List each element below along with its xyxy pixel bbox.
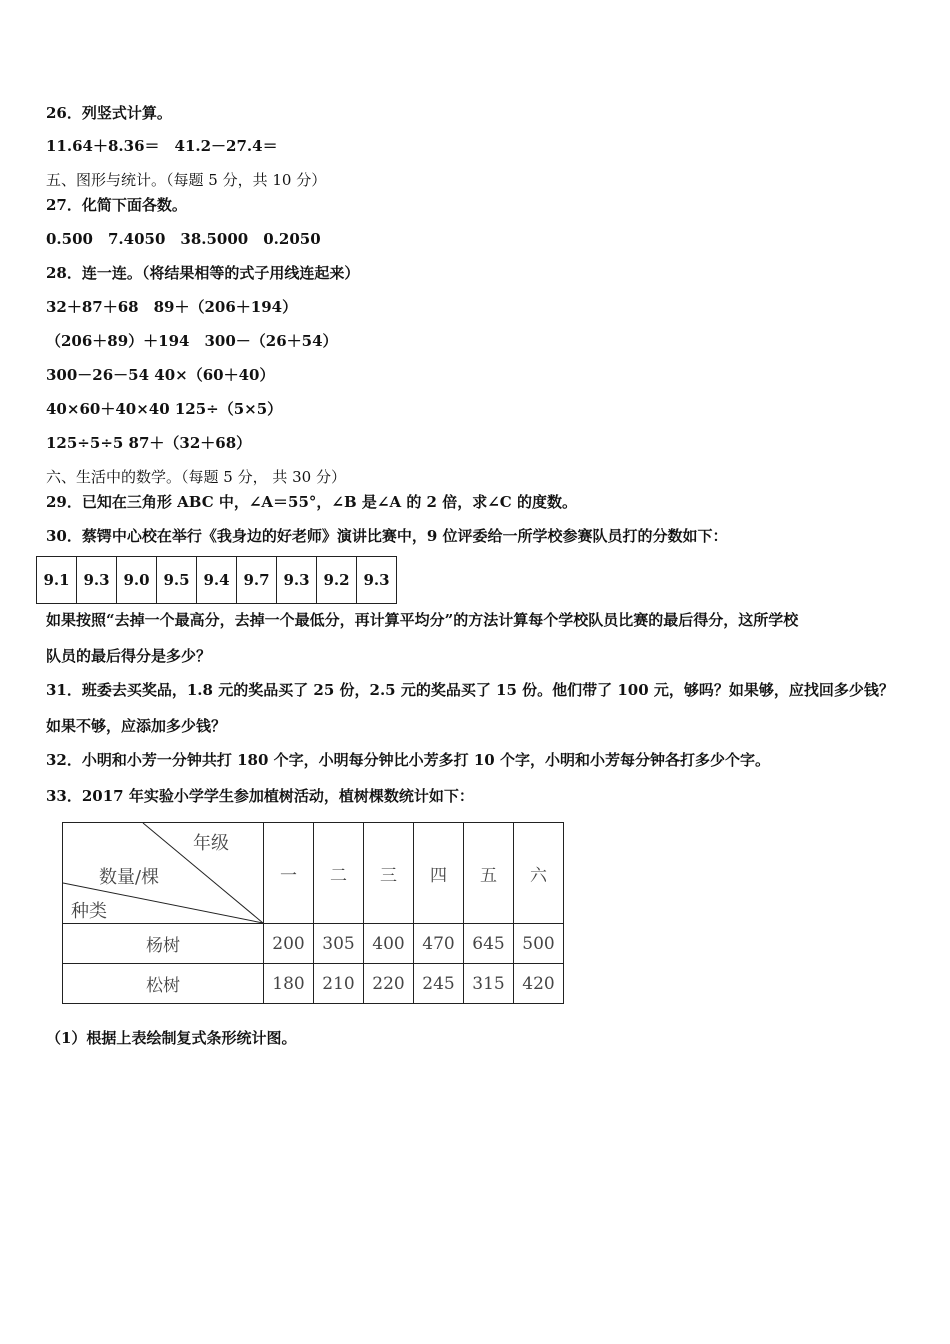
score-cell: 9.4	[197, 557, 237, 604]
question-26: 26．列竖式计算。	[46, 104, 172, 122]
grade-header-cell: 五	[464, 823, 514, 924]
score-cell: 9.3	[77, 557, 117, 604]
grade-header-cell: 二	[314, 823, 364, 924]
question-30: 30．蔡锷中心校在举行《我身边的好老师》演讲比赛中，9 位评委给一所学校参赛队员打的分数如下：	[46, 527, 728, 545]
tree-count-table	[62, 822, 564, 1004]
question-28-row: 40×60＋40×40 125÷（5×5）	[46, 400, 283, 418]
diagonal-header-cell	[63, 823, 264, 924]
value-cell: 470	[414, 924, 464, 964]
tree-type-cell: 杨树	[63, 924, 264, 964]
score-cell: 9.7	[237, 557, 277, 604]
value-cell: 645	[464, 924, 514, 964]
question-28-row: 32＋87＋68 89＋（206＋194）	[46, 298, 298, 316]
value-cell: 210	[314, 964, 364, 1004]
value-cell: 180	[264, 964, 314, 1004]
question-33: 33．2017 年实验小学学生参加植树活动，植树棵数统计如下：	[46, 787, 474, 805]
question-33-sub-1: （1）根据上表绘制复式条形统计图。	[46, 1029, 297, 1047]
grade-header-cell: 六	[514, 823, 564, 924]
value-cell: 245	[414, 964, 464, 1004]
value-cell: 500	[514, 924, 564, 964]
question-28-row: 300－26－54 40×（60＋40）	[46, 366, 275, 384]
question-29: 29．已知在三角形 ABC 中，∠A＝55°，∠B 是∠A 的 2 倍，求∠C 的度数。	[46, 493, 577, 511]
table-row	[63, 964, 564, 1004]
question-28: 28．连一连。（将结果相等的式子用线连起来）	[46, 264, 360, 282]
question-26-expressions: 11.64＋8.36＝ 41.2－27.4＝	[46, 137, 278, 155]
header-kind: 种类	[71, 901, 107, 922]
score-cell: 9.2	[317, 557, 357, 604]
value-cell: 400	[364, 924, 414, 964]
value-cell: 200	[264, 924, 314, 964]
section-6-heading: 六、生活中的数学。（每题 5 分， 共 30 分）	[46, 468, 346, 486]
section-5-heading: 五、图形与统计。（每题 5 分，共 10 分）	[46, 171, 327, 189]
grade-header-cell: 四	[414, 823, 464, 924]
question-31: 31．班委去买奖品，1.8 元的奖品买了 25 份，2.5 元的奖品买了 15 份。他们带了 100 元，够吗？如果够，应找回多少钱？	[46, 681, 894, 699]
tree-type-cell: 松树	[63, 964, 264, 1004]
score-cell: 9.3	[277, 557, 317, 604]
header-quantity: 数量/棵	[99, 867, 160, 888]
question-30-text: 如果按照“去掉一个最高分，去掉一个最低分，再计算平均分”的方法计算每个学校队员比赛的最后得分，这所学校	[46, 611, 799, 629]
value-cell: 305	[314, 924, 364, 964]
grade-header-cell: 一	[264, 823, 314, 924]
question-32: 32．小明和小芳一分钟共打 180 个字，小明每分钟比小芳多打 10 个字，小明和小芳每分钟各打多少个字。	[46, 751, 770, 769]
question-27-numbers: 0.500 7.4050 38.5000 0.2050	[46, 230, 321, 248]
value-cell: 420	[514, 964, 564, 1004]
value-cell: 220	[364, 964, 414, 1004]
question-31-text: 如果不够，应添加多少钱？	[46, 717, 227, 735]
score-cell: 9.5	[157, 557, 197, 604]
question-27: 27．化简下面各数。	[46, 196, 187, 214]
value-cell: 315	[464, 964, 514, 1004]
grade-header-cell: 三	[364, 823, 414, 924]
score-table	[36, 556, 397, 604]
question-30-text: 队员的最后得分是多少？	[46, 647, 212, 665]
question-28-row: （206＋89）＋194 300－（26＋54）	[46, 332, 338, 350]
score-cell: 9.0	[117, 557, 157, 604]
table-row	[63, 924, 564, 964]
score-cell: 9.1	[37, 557, 77, 604]
question-28-row: 125÷5÷5 87＋（32＋68）	[46, 434, 252, 452]
header-grade: 年级	[193, 833, 229, 854]
score-cell: 9.3	[357, 557, 397, 604]
